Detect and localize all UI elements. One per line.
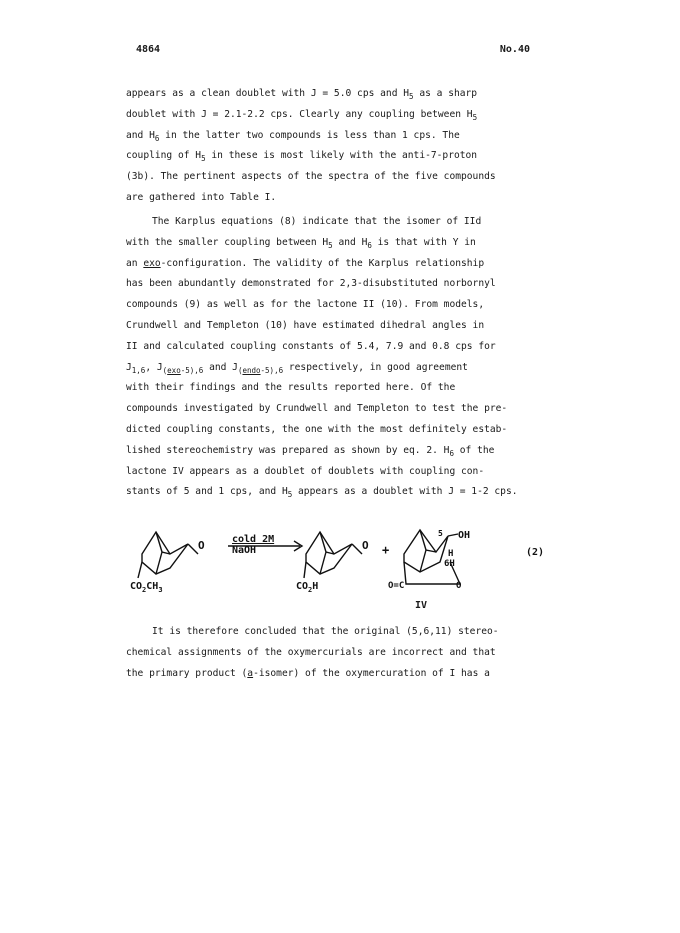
text-span: and H [332, 236, 368, 248]
underlined-text: exo [167, 365, 181, 375]
text-span: lished stereochemistry was prepared as shown by eq. 2. H [126, 444, 450, 456]
reagent-line-2: NaOH [232, 545, 257, 556]
text-span: , J [145, 361, 163, 373]
text-span: an [126, 257, 144, 269]
lactone-structure [388, 529, 470, 591]
text-span: appears as a doublet with J = 1-2 cps. [292, 486, 518, 498]
paragraph-2 [126, 212, 566, 503]
text-span: is that with Y in [371, 236, 476, 248]
text-span: respectively, in good agreement [283, 361, 468, 373]
underlined-text: a [247, 667, 254, 679]
subscript: 1,6 [131, 365, 146, 375]
text-span: -5),6 [180, 365, 204, 375]
text-line [126, 482, 566, 503]
text-span: -isomer) of the oxymercuration of I has a [253, 667, 490, 679]
product-oxygen: O [362, 539, 369, 552]
text-span: ( [162, 365, 168, 375]
reagent-line-1: cold 2M [232, 534, 275, 545]
text-span: in the latter two compounds is less than 1 cps. The [159, 129, 460, 141]
text-span: appears as a clean doublet with J = 5.0 cps and H [126, 88, 410, 99]
compound-label: IV [415, 600, 428, 611]
subscript: 5 [472, 112, 478, 122]
text-line [126, 84, 566, 105]
journal-number: No.40 [499, 44, 530, 55]
text-span: -5),6 [260, 365, 284, 375]
paragraph-1 [126, 84, 566, 209]
text-line [126, 233, 566, 254]
subscript: 6 [154, 133, 160, 143]
reaction-scheme [120, 522, 580, 622]
text-span: doublet with J = 2.1-2.2 cps. Clearly any coupling between H [126, 108, 473, 120]
text-line [126, 664, 566, 685]
text-line: compounds investigated by Crundwell and Templeton to test the pre- [126, 403, 508, 415]
text-line: are gathered into Table I. [126, 191, 277, 203]
lactone-hydrogen: H [448, 549, 454, 559]
subscript: 5 [201, 154, 206, 164]
page-number: 4864 [136, 44, 161, 55]
text-line: chemical assignments of the oxymercurials are incorrect and that [126, 646, 496, 658]
subscript: 5 [328, 240, 333, 250]
text-span: stants of 5 and 1 cps, and H [126, 486, 288, 498]
text-span: J [126, 361, 132, 373]
text-span: ( [237, 365, 243, 375]
text-line: dicted coupling constants, the one with the most definitely estab- [126, 423, 508, 435]
product-acid-group: $CO_2H$ [296, 581, 319, 594]
text-span: as a sharp [413, 88, 478, 99]
text-span: and H [126, 129, 155, 141]
equation-number: (2) [526, 547, 545, 558]
text-line: II and calculated coupling constants of 5.4, 7.9 and 0.8 cps for [126, 340, 496, 352]
paragraph-3 [126, 622, 566, 684]
text-span: and J [203, 361, 238, 373]
text-line: with their findings and the results reported here. Of the [126, 382, 456, 394]
reactant-structure [130, 532, 205, 594]
subscript: 5 [409, 92, 414, 101]
text-line [126, 358, 566, 379]
subscript: 6 [367, 240, 372, 250]
text-line: compounds (9) as well as for the lactone II (10). From models, [126, 299, 485, 311]
text-line: has been abundantly demonstrated for 2,3-disubstituted norbornyl [126, 278, 496, 290]
plus-sign: + [382, 543, 390, 557]
text-line [126, 105, 566, 126]
lactone-position-5: 5 [438, 529, 443, 538]
reactant-ester-group: $CO_2CH_3$ [130, 581, 163, 594]
text-line: It is therefore concluded that the original (5,6,11) stereo- [152, 626, 499, 637]
text-span: coupling of H [126, 150, 202, 162]
text-line: The Karplus equations (8) indicate that the isomer of IId [152, 216, 482, 227]
text-span: of the [453, 444, 495, 456]
text-span: with the smaller coupling between H [126, 236, 329, 248]
text-span: in these is most likely with the anti-7-proton [205, 150, 478, 162]
text-line: Crundwell and Templeton (10) have estimated dihedral angles in [126, 319, 485, 331]
lactone-ring-oxygen: O [456, 581, 462, 591]
text-line [126, 441, 566, 462]
underlined-text: endo [242, 365, 261, 375]
reactant-oxygen: O [198, 539, 205, 552]
lactone-hydroxyl: OH [458, 530, 471, 541]
text-span: the primary product ( [126, 667, 248, 679]
product-acid-structure [296, 532, 369, 594]
text-line [126, 126, 566, 147]
underlined-text: exo [143, 257, 161, 269]
text-span: -configuration. The validity of the Karplus relationship [160, 257, 485, 269]
subscript [163, 366, 204, 375]
subscript: 5 [287, 490, 293, 500]
lactone-carbonyl: O=C [388, 581, 405, 591]
lactone-6h: 6H [444, 559, 455, 569]
text-line [126, 146, 566, 167]
text-line [126, 254, 566, 275]
subscript: 6 [449, 448, 454, 458]
text-line: lactone IV appears as a doublet of doublets with coupling con- [126, 465, 485, 477]
text-line: (3b). The pertinent aspects of the spectra of the five compounds [126, 171, 496, 183]
reaction-arrow [228, 534, 302, 556]
subscript [238, 366, 283, 375]
